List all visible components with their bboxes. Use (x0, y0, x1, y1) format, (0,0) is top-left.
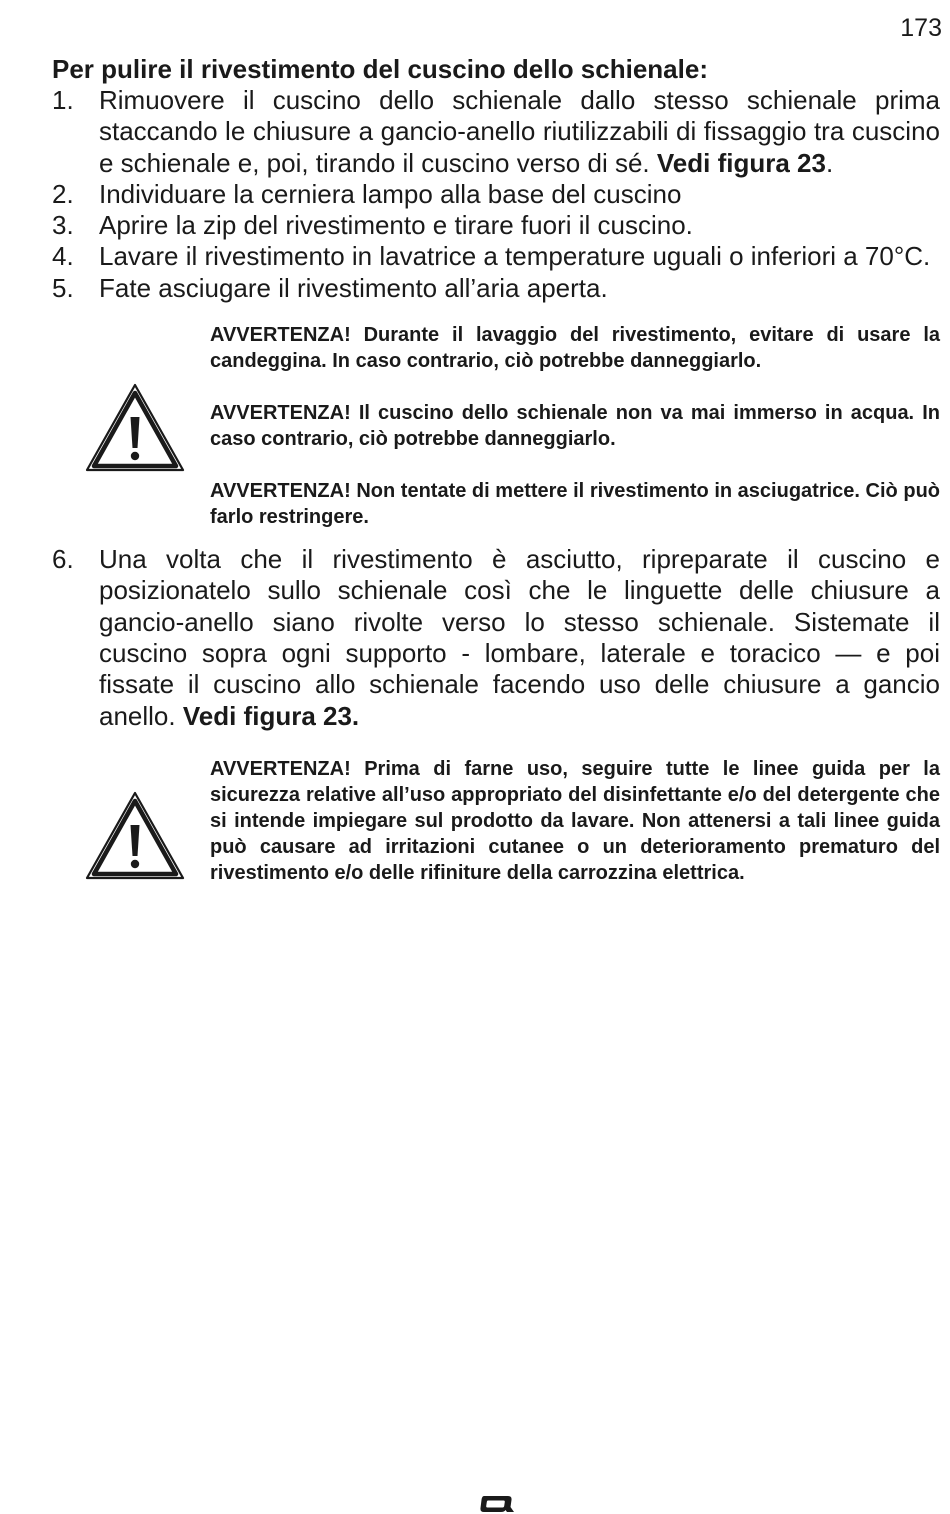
warning-text: AVVERTENZA! Prima di farne uso, seguire tutte le linee guida per la sicurezza relative all’uso appropriato del disinfettante e/o del detergente che si intende impiegare sul prodotto da lavare. Non attenersi a tali linee guida può causare ad irritazioni cutanee o un deterioramento prematuro del rivestimento e/o delle rifiniture della carrozzina elettrica. (210, 757, 940, 884)
step-number: 1. (52, 85, 74, 115)
step-text: Aprire la zip del rivestimento e tirare fuori il cuscino. (99, 210, 693, 241)
step-3 (52, 210, 940, 241)
step-text: Individuare la cerniera lampo alla base del cuscino (99, 178, 682, 209)
step-tail: . (825, 147, 834, 178)
warning-block-1 (52, 322, 940, 530)
step-1 (52, 85, 940, 179)
warning-text: AVVERTENZA! Il cuscino dello schienale non va mai immerso in acqua. In caso contrario, ciò potrebbe danneggiarlo. (210, 402, 940, 451)
q-logo (478, 1494, 516, 1514)
step-number: 5. (52, 272, 74, 303)
section-heading: Per pulire il rivestimento del cuscino dello schienale: (52, 54, 708, 84)
step-number: 4. (52, 241, 74, 272)
step-text: Una volta che il rivestimento è asciutto, ripreparate il cuscino e posizionatelo sullo schienale così che le linguette delle chiusure a gancio-anello siano rivolte verso lo stesso schienale. Sistemate il cuscino sopra ogni supporto - lombare, laterale e toracico — e poi fissate il cuscino allo schienale facendo uso delle chiusure a gancio anello. (99, 544, 940, 731)
step-text: Fate asciugare il rivestimento all’aria aperta. (99, 272, 608, 303)
steps-list (52, 85, 940, 304)
page-content (52, 54, 940, 886)
step-5 (52, 273, 940, 304)
steps-list-continued (52, 544, 940, 732)
warning-triangle-icon (84, 790, 186, 882)
warning-block-2 (52, 756, 940, 886)
step-6 (52, 544, 940, 732)
step-number: 2. (52, 178, 74, 209)
figure-reference: Vedi figura 23. (182, 700, 360, 731)
step-2 (52, 179, 940, 210)
warning-text: AVVERTENZA! Non tentate di mettere il rivestimento in asciugatrice. Ciò può farlo restringere. (210, 480, 940, 529)
warning-triangle-icon (84, 382, 186, 474)
figure-reference: Vedi figura 23 (656, 147, 826, 178)
step-text: Rimuovere il cuscino dello schienale dallo stesso schienale prima staccando le chiusure a gancio-anello riutilizzabili di fissaggio tra cuscino e schienale e, poi, tirando il cuscino verso di sé. (99, 85, 940, 178)
step-number: 6. (52, 544, 74, 575)
step-text: Lavare il rivestimento in lavatrice a temperature uguali o inferiori a 70°C. (99, 241, 931, 272)
page-number: 173 (900, 14, 942, 42)
step-number: 3. (52, 210, 74, 241)
warning-text: AVVERTENZA! Durante il lavaggio del rivestimento, evitare di usare la candeggina. In caso contrario, ciò potrebbe danneggiarlo. (210, 324, 940, 373)
step-4 (52, 241, 940, 272)
